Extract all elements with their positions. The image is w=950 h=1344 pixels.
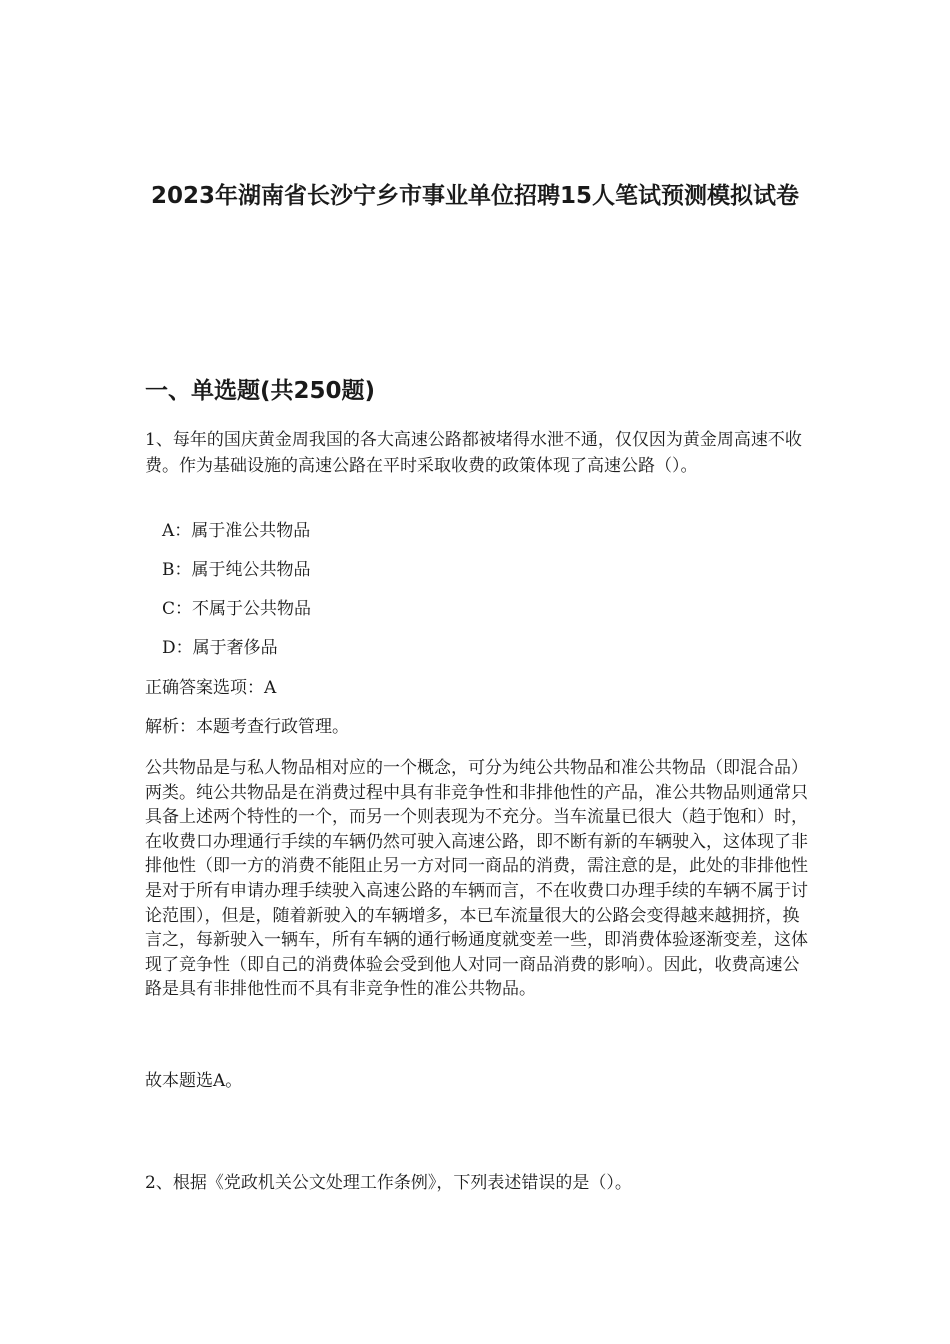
question-1-option-d: D：属于奢侈品	[162, 638, 278, 658]
question-1-option-b: B：属于纯公共物品	[162, 560, 311, 580]
question-2-stem: 2、根据《党政机关公文处理工作条例》，下列表述错误的是（）。	[145, 1173, 632, 1193]
question-1-answer: 正确答案选项：A	[145, 678, 277, 698]
question-1-analysis-heading: 解析：本题考查行政管理。	[145, 717, 349, 737]
question-1-stem: 1、每年的国庆黄金周我国的各大高速公路都被堵得水泄不通，仅仅因为黄金周高速不收费。作为基础设施的高速公路在平时采取收费的政策体现了高速公路（）。	[145, 430, 802, 476]
question-1-option-a: A：属于准公共物品	[162, 521, 311, 541]
section-heading: 一、单选题(共250题)	[145, 378, 376, 404]
question-1-conclusion: 故本题选A。	[145, 1071, 243, 1091]
question-1-analysis-body: 公共物品是与私人物品相对应的一个概念，可分为纯公共物品和准公共物品（即混合品）两类。纯公共物品是在消费过程中具有非竞争性和非排他性的产品，准公共物品则通常只具备上述两个特性的一个，而另一个则表现为不充分。当车流量已很大（趋于饱和）时，在收费口办理通行手续的车辆仍然可驶入高速公路，即不断有新的车辆驶入，这体现了非排他性（即一方的消费不能阻止另一方对同一商品的消费，需注意的是，此处的非排他性是对于所有申请办理手续驶入高速公路的车辆而言，不在收费口办理手续的车辆不属于讨论范围），但是，随着新驶入的车辆增多，本已车流量很大的公路会变得越来越拥挤，换言之，每新驶入一辆车，所有车辆的通行畅通度就变差一些，即消费体验逐渐变差，这体现了竞争性（即自己的消费体验会受到他人对同一商品消费的影响）。因此，收费高速公路是具有非排他性而不具有非竞争性的准公共物品。	[145, 758, 808, 1000]
question-1-option-c: C：不属于公共物品	[162, 599, 312, 619]
document-title: 2023年湖南省长沙宁乡市事业单位招聘15人笔试预测模拟试卷	[150, 183, 800, 209]
